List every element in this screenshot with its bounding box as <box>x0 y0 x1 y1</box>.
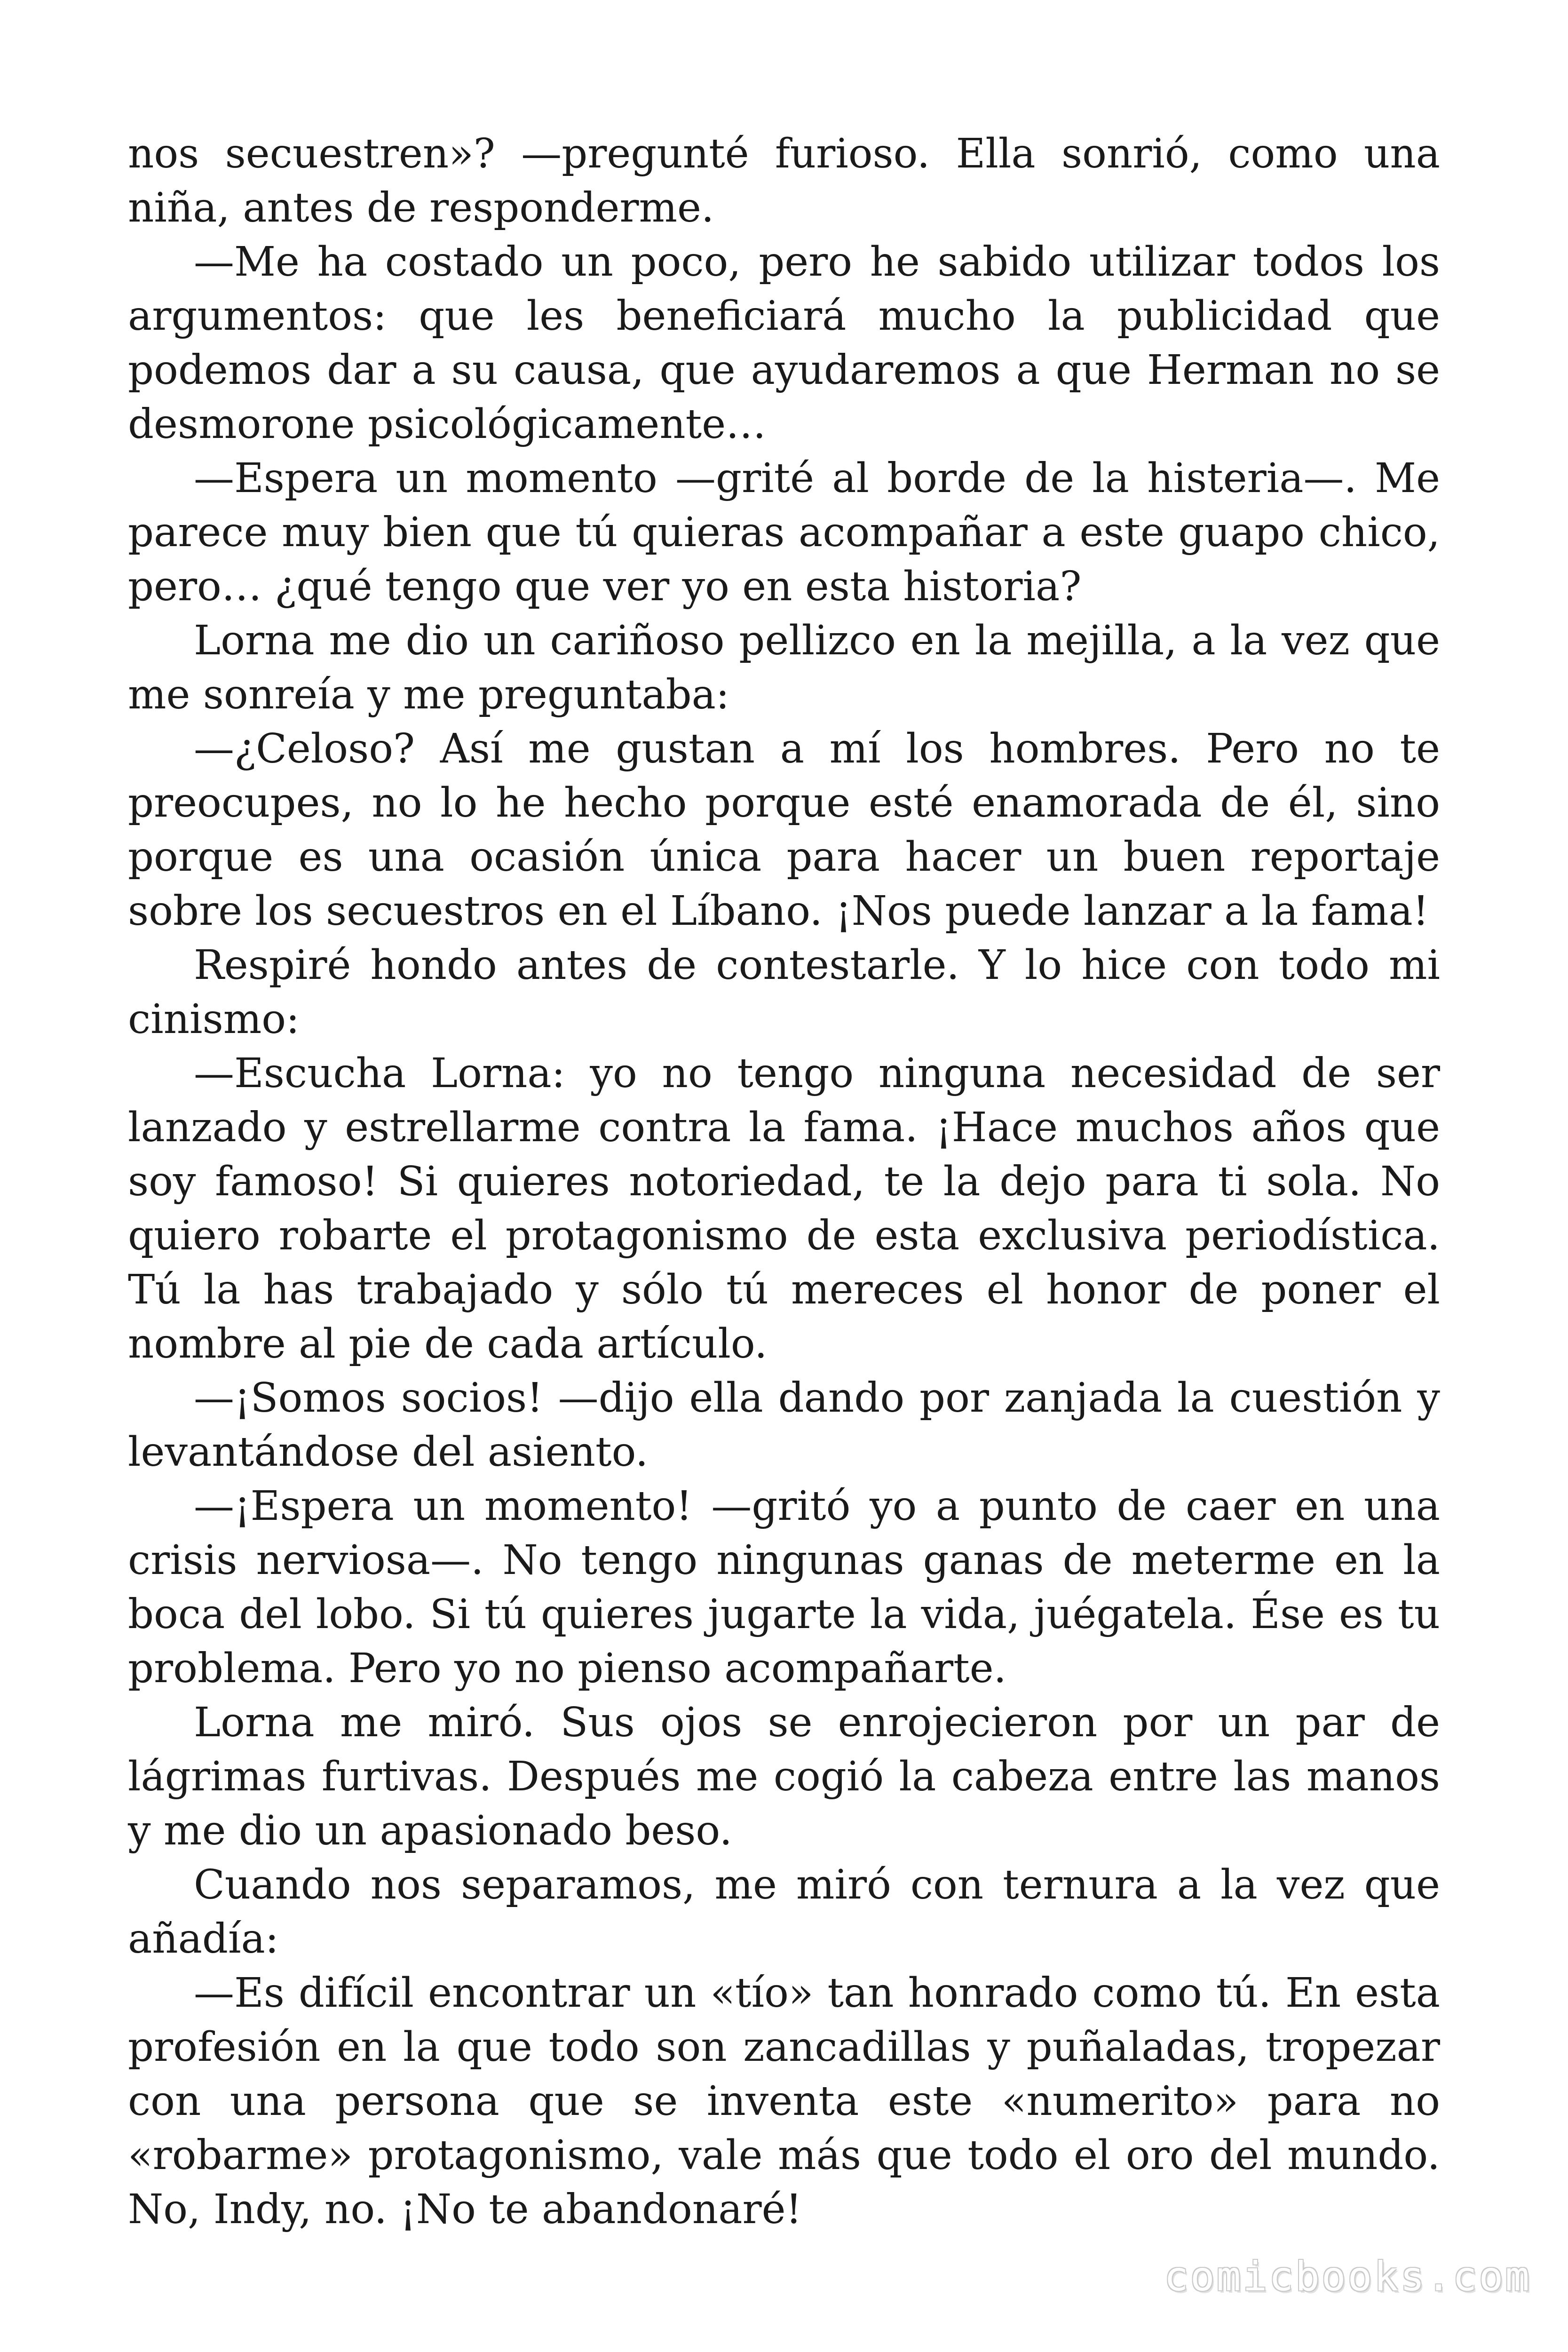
paragraph: —¡Espera un momento! —gritó yo a punto de caer en una crisis nerviosa—. No tengo ningunas ganas de meterme en la boca del lobo. Si tú quieres jugarte la vida, juégatela. Ése es tu problema. Pero yo no pienso acompañarte. <box>128 1483 1440 1692</box>
paragraph: Respiré hondo antes de contestarle. Y lo hice con todo mi cinismo: <box>128 942 1440 1043</box>
paragraph: nos secuestren»? —pregunté furioso. Ella sonrió, como una niña, antes de responderme. <box>128 130 1440 231</box>
paragraph: Lorna me dio un cariñoso pellizco en la mejilla, a la vez que me sonreía y me preguntaba: <box>128 617 1440 718</box>
paragraph: —Escucha Lorna: yo no tengo ninguna necesidad de ser lanzado y estrellarme contra la fama. ¡Hace muchos años que soy famoso! Si quieres notoriedad, te la dejo para ti sola. No quiero robarte el protagonismo de esta exclusiva periodística. Tú la has trabajado y sólo tú mereces el honor de poner el nombre al pie de cada artículo. <box>128 1050 1440 1367</box>
paragraph: Cuando nos separamos, me miró con ternura a la vez que añadía: <box>128 1861 1440 1963</box>
watermark: comicbooks.com <box>1164 2253 1531 2300</box>
paragraph: —Es difícil encontrar un «tío» tan honrado como tú. En esta profesión en la que todo son zancadillas y puñaladas, tropezar con una persona que se inventa este «numerito» para no «robarme» protagonismo, vale más que todo el oro del mundo. No, Indy, no. ¡No te abandonaré! <box>128 1970 1440 2233</box>
body-text <box>128 127 1440 2237</box>
paragraph: Lorna me miró. Sus ojos se enrojecieron por un par de lágrimas furtivas. Después me cogió la cabeza entre las manos y me dio un apasionado beso. <box>128 1699 1440 1854</box>
paragraph: —Espera un momento —grité al borde de la histeria—. Me parece muy bien que tú quieras acompañar a este guapo chico, pero… ¿qué tengo que ver yo en esta historia? <box>128 455 1440 610</box>
paragraph: —Me ha costado un poco, pero he sabido utilizar todos los argumentos: que les beneficiará mucho la publicidad que podemos dar a su causa, que ayudaremos a que Herman no se desmorone psicológicamente… <box>128 238 1440 448</box>
paragraph: —¡Somos socios! —dijo ella dando por zanjada la cuestión y levantándose del asiento. <box>128 1375 1440 1476</box>
paragraph: —¿Celoso? Así me gustan a mí los hombres. Pero no te preocupes, no lo he hecho porque esté enamorada de él, sino porque es una ocasión única para hacer un buen reportaje sobre los secuestros en el Líbano. ¡Nos puede lanzar a la fama! <box>128 725 1440 935</box>
